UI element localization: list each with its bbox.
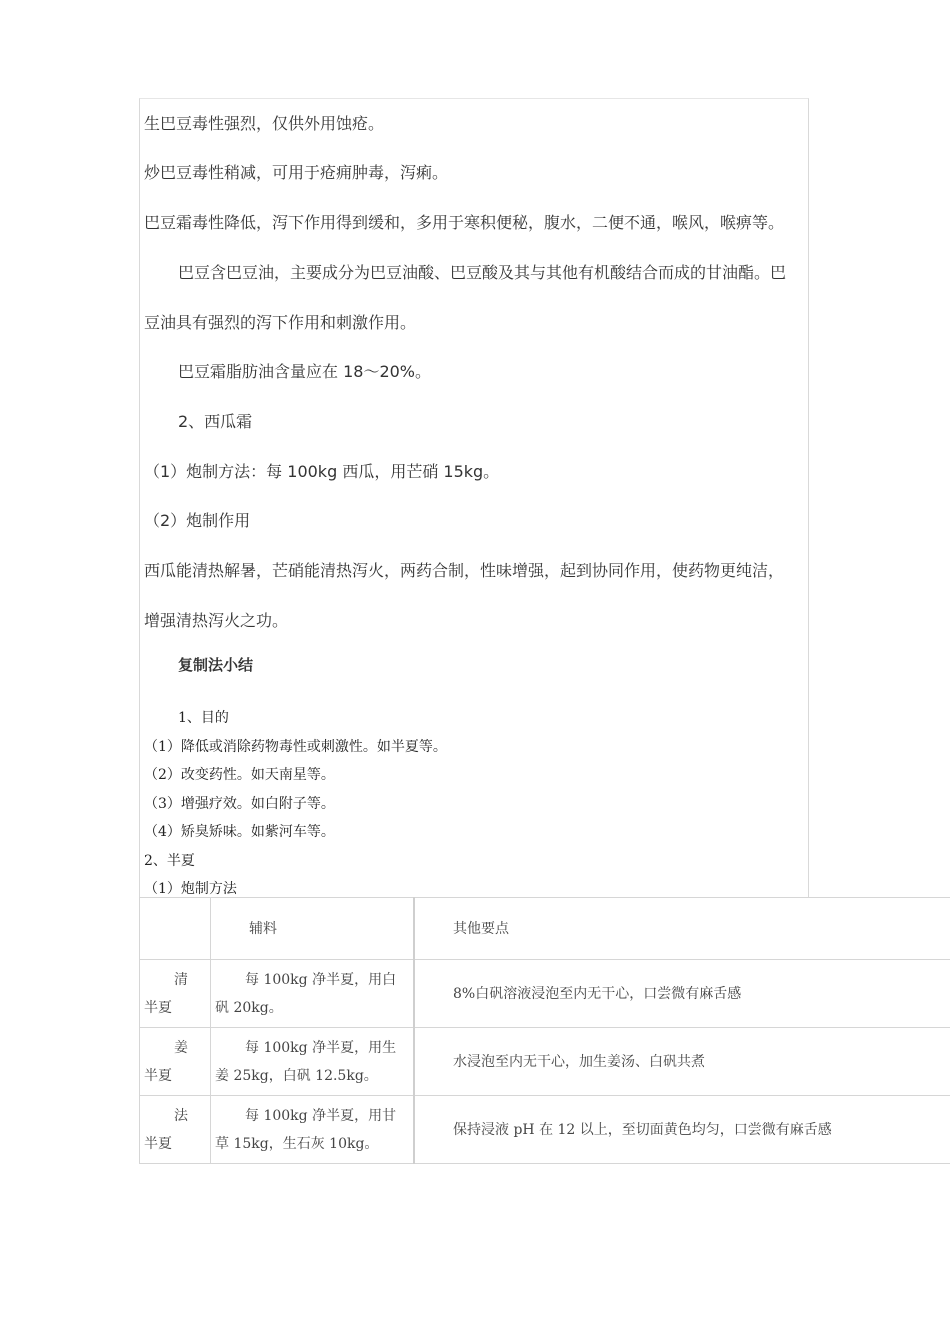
name-cell xyxy=(140,1096,211,1164)
header-cell xyxy=(140,898,211,960)
name-cell xyxy=(140,1028,211,1096)
material-cell xyxy=(211,960,415,1028)
table-row xyxy=(140,1028,950,1096)
name-line: 法 xyxy=(174,1107,188,1124)
paragraph: 西瓜能清热解暑，芒硝能清热泻火，两药合制，性味增强，起到协同作用，使药物更纯洁， xyxy=(144,561,785,580)
material-line: 每 100kg 净半夏，用白 xyxy=(245,971,397,988)
note-text: 8%白矾溶液浸泡至内无干心，口尝微有麻舌感 xyxy=(453,985,742,1002)
list-item: 2、半夏 xyxy=(144,853,195,869)
paragraph: （2）炮制作用 xyxy=(144,511,251,530)
name-line: 半夏 xyxy=(144,999,172,1016)
table-header-row xyxy=(140,898,950,960)
paragraph: （1）炮制方法：每 100kg 西瓜，用芒硝 15kg。 xyxy=(144,462,500,481)
header-cell xyxy=(414,898,950,960)
note-text: 水浸泡至内无干心，加生姜汤、白矾共煮 xyxy=(453,1053,705,1070)
table-row xyxy=(140,1096,950,1164)
paragraph: 炒巴豆毒性稍减，可用于疮痈肿毒，泻痢。 xyxy=(144,163,449,182)
note-cell xyxy=(414,1096,950,1164)
note-text: 保持浸液 pH 在 12 以上，至切面黄色均匀，口尝微有麻舌感 xyxy=(453,1121,832,1138)
header-label: 辅料 xyxy=(249,920,277,937)
material-line: 每 100kg 净半夏，用甘 xyxy=(245,1107,397,1124)
note-cell xyxy=(414,960,950,1028)
list-item: （3）增强疗效。如白附子等。 xyxy=(144,796,335,812)
processing-table xyxy=(139,897,950,1164)
header-label: 其他要点 xyxy=(453,920,509,937)
note-cell xyxy=(414,1028,950,1096)
summary-title: 复制法小结 xyxy=(178,656,254,674)
material-line: 姜 25kg，白矾 12.5kg。 xyxy=(215,1067,378,1084)
name-line: 半夏 xyxy=(144,1135,172,1152)
material-cell xyxy=(211,1096,415,1164)
header-cell xyxy=(211,898,415,960)
list-item: 1、目的 xyxy=(178,710,229,726)
list-item: （4）矫臭矫味。如紫河车等。 xyxy=(144,824,335,840)
paragraph: 豆油具有强烈的泻下作用和刺激作用。 xyxy=(144,313,417,332)
paragraph: 增强清热泻火之功。 xyxy=(144,611,289,630)
section-heading: 2、西瓜霜 xyxy=(178,412,253,431)
material-line: 草 15kg，生石灰 10kg。 xyxy=(215,1135,379,1152)
paragraph: 巴豆霜脂肪油含量应在 18～20%。 xyxy=(178,362,432,381)
name-cell xyxy=(140,960,211,1028)
paragraph: 生巴豆毒性强烈，仅供外用蚀疮。 xyxy=(144,114,385,133)
name-line: 清 xyxy=(174,971,188,988)
material-line: 每 100kg 净半夏，用生 xyxy=(245,1039,397,1056)
paragraph: 巴豆含巴豆油，主要成分为巴豆油酸、巴豆酸及其与其他有机酸结合而成的甘油酯。巴 xyxy=(178,263,787,282)
name-line: 半夏 xyxy=(144,1067,172,1084)
material-line: 矾 20kg。 xyxy=(215,999,283,1016)
paragraph: 巴豆霜毒性降低，泻下作用得到缓和，多用于寒积便秘，腹水，二便不通，喉风，喉痹等。 xyxy=(144,213,785,232)
list-item: （2）改变药性。如天南星等。 xyxy=(144,767,335,783)
list-item: （1）降低或消除药物毒性或刺激性。如半夏等。 xyxy=(144,739,447,755)
table-row xyxy=(140,960,950,1028)
name-line: 姜 xyxy=(174,1039,188,1056)
list-item: （1）炮制方法 xyxy=(144,881,237,897)
material-cell xyxy=(211,1028,415,1096)
